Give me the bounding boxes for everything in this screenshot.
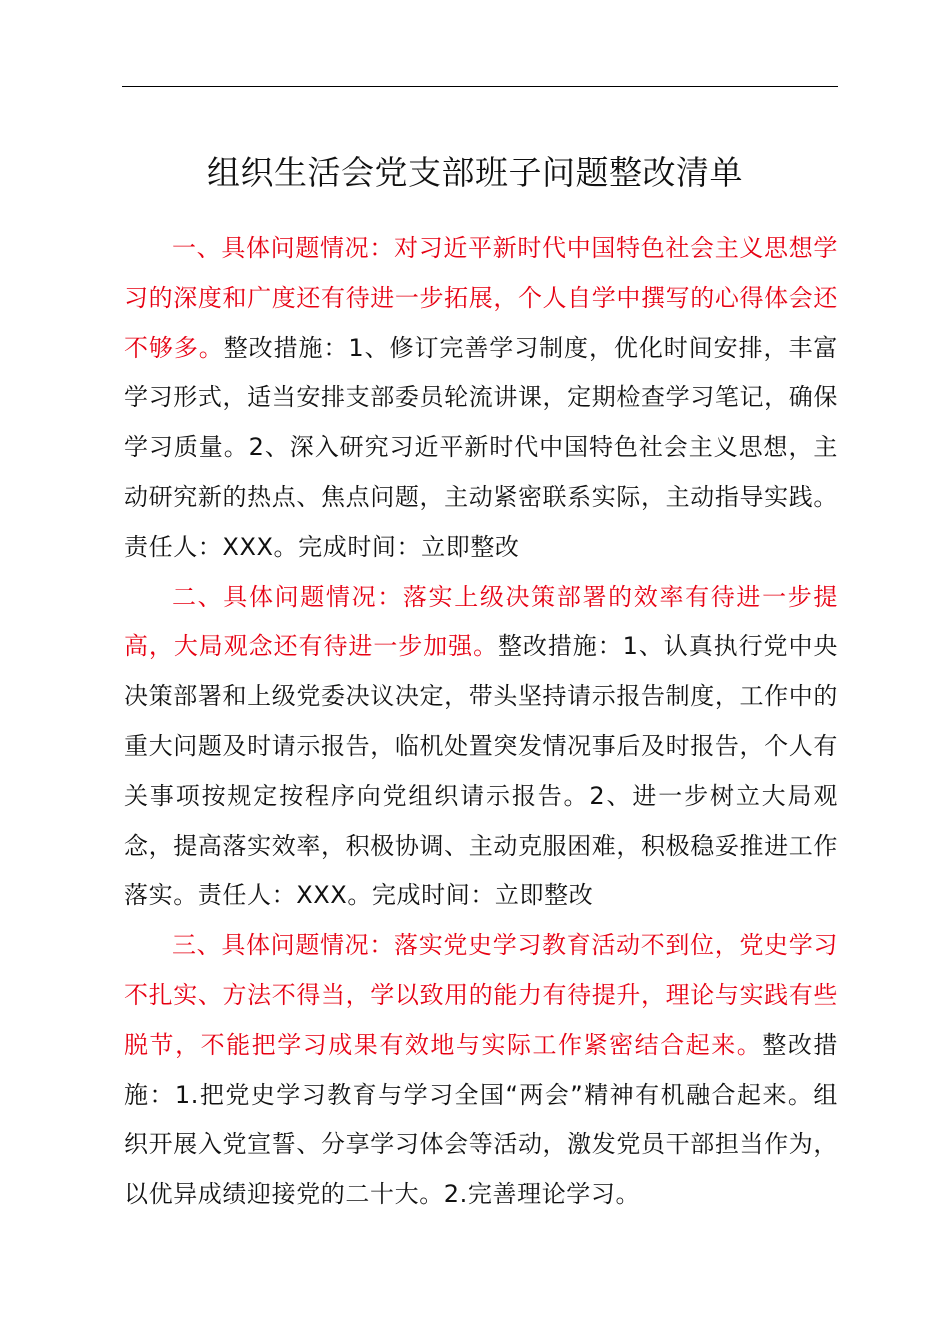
document-title: 组织生活会党支部班子问题整改清单 [207,153,743,192]
section-2-heading: 二、具体问题情况：落实上级决策部署的效率有待进一步提高，大局观念还有待进一步加强。 [124,582,838,661]
section-3-heading: 三、具体问题情况：落实党史学习教育活动不到位，党史学习不扎实、方法不得当，学以致用的能力有待提升，理论与实践有些脱节，不能把学习成果有效地与实际工作紧密结合起来。 [124,931,838,1059]
section-1 [124,224,838,573]
section-2-body: 整改措施：1、认真执行党中央决策部署和上级党委决议决定，带头坚持请示报告制度，工作中的重大问题及时请示报告，临机处置突发情况事后及时报告，个人有关事项按规定按程序向党组织请示报告。2、进一步树立大局观念，提高落实效率，积极协调、主动克服困难，积极稳妥推进工作落实。责任人：XXX。完成时间：立即整改 [124,632,838,910]
section-3 [124,921,838,1220]
section-1-body: 整改措施：1、修订完善学习制度，优化时间安排，丰富学习形式，适当安排支部委员轮流讲课，定期检查学习笔记，确保学习质量。2、深入研究习近平新时代中国特色社会主义思想，主动研究新的热点、焦点问题，主动紧密联系实际，主动指导实践。责任人：XXX。完成时间：立即整改 [124,333,838,561]
top-rule [122,86,838,87]
section-2 [124,573,838,922]
document-body [124,224,838,1220]
section-1-heading: 一、具体问题情况：对习近平新时代中国特色社会主义思想学习的深度和广度还有待进一步拓展，个人自学中撰写的心得体会还不够多。 [124,234,838,362]
section-3-body: 整改措施：1.把党史学习教育与学习全国“两会”精神有机融合起来。组织开展入党宣誓、分享学习体会等活动，激发党员干部担当作为，以优异成绩迎接党的二十大。2.完善理论学习。 [124,1030,838,1209]
